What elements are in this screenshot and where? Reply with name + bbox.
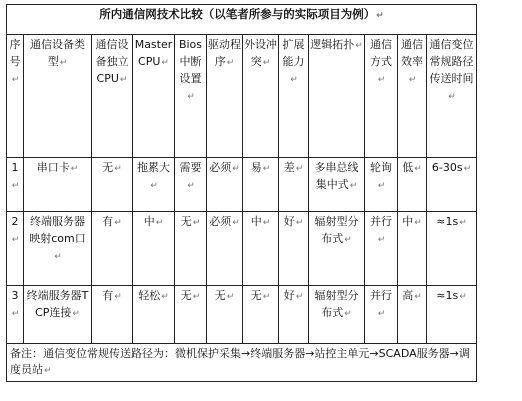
- paragraph-mark-icon: ↵: [377, 309, 386, 319]
- table-cell: ≈1s↵: [427, 212, 477, 286]
- table-cell: 无↵: [207, 286, 243, 344]
- table-cell: 辐射型分布式↵: [309, 286, 365, 344]
- header-cell: Bios中断设置↵: [175, 35, 207, 158]
- paragraph-mark-icon: ↵: [161, 292, 169, 302]
- paragraph-mark-icon: ↵: [72, 309, 80, 319]
- table-cell: 有↵: [92, 286, 133, 344]
- paragraph-mark-icon: ↵: [232, 164, 240, 174]
- paragraph-mark-icon: ↵: [448, 92, 456, 102]
- header-cell: 驱动程序↵: [207, 35, 243, 158]
- paragraph-mark-icon: ↵: [187, 181, 195, 191]
- header-row: [7, 35, 477, 158]
- paragraph-mark-icon: ↵: [262, 218, 271, 228]
- document-page: [6, 4, 477, 382]
- paragraph-mark-icon: ↵: [11, 75, 20, 85]
- paragraph-mark-icon: ↵: [11, 235, 20, 245]
- paragraph-mark-icon: ↵: [114, 292, 122, 302]
- paragraph-mark-icon: ↵: [11, 181, 20, 191]
- paragraph-mark-icon: ↵: [295, 164, 304, 174]
- paragraph-mark-icon: ↵: [376, 11, 384, 21]
- paragraph-mark-icon: ↵: [119, 75, 128, 85]
- paragraph-mark-icon: ↵: [232, 218, 240, 228]
- paragraph-mark-icon: ↵: [226, 292, 235, 302]
- paragraph-mark-icon: ↵: [414, 292, 422, 302]
- paragraph-mark-icon: ↵: [414, 218, 422, 228]
- header-cell: Master CPU↵: [133, 35, 175, 158]
- paragraph-mark-icon: ↵: [192, 218, 201, 228]
- table-cell: 需要↵: [175, 158, 207, 212]
- paragraph-mark-icon: ↵: [463, 164, 472, 174]
- paragraph-mark-icon: ↵: [70, 164, 79, 174]
- table-cell: 必须↵: [207, 212, 243, 286]
- table-cell: 轻松↵: [133, 286, 175, 344]
- paragraph-mark-icon: ↵: [344, 309, 352, 319]
- table-cell: 并行↵: [365, 212, 398, 286]
- comparison-table: [6, 4, 477, 382]
- paragraph-mark-icon: ↵: [54, 252, 62, 262]
- table-cell: 轮询↵: [365, 158, 398, 212]
- paragraph-mark-icon: ↵: [150, 181, 158, 191]
- table-title: [7, 5, 477, 35]
- paragraph-mark-icon: ↵: [161, 58, 169, 68]
- table-cell: 终端服务器映射com口↵: [24, 212, 92, 286]
- table-row: [7, 286, 477, 344]
- table-cell: ≈1s↵: [427, 286, 477, 344]
- table-cell: 3↵: [7, 286, 24, 344]
- paragraph-mark-icon: ↵: [187, 92, 195, 102]
- note-text: 备注：通信变位常规传送路径为：微机保护采集→终端服务器→站控主单元→SCADA服务器→调度员站: [10, 347, 470, 376]
- paragraph-mark-icon: ↵: [295, 292, 304, 302]
- header-cell: 外设冲突↵: [243, 35, 279, 158]
- header-cell: 通信方式↵: [365, 35, 398, 158]
- table-cell: 中↵: [398, 212, 427, 286]
- table-cell: 必须↵: [207, 158, 243, 212]
- table-cell: 拖累大↵: [133, 158, 175, 212]
- header-cell: 扩展能力↵: [279, 35, 309, 158]
- table-cell: 有↵: [92, 212, 133, 286]
- table-cell: 6-30s↵: [427, 158, 477, 212]
- table-cell: 差↵: [279, 158, 309, 212]
- table-cell: 终端服务器TCP连接↵: [24, 286, 92, 344]
- paragraph-mark-icon: ↵: [377, 235, 386, 245]
- header-cell: 通信变位常规路径传送时间↵: [427, 35, 477, 158]
- table-cell: 并行↵: [365, 286, 398, 344]
- paragraph-mark-icon: ↵: [262, 58, 271, 68]
- paragraph-mark-icon: ↵: [11, 309, 20, 319]
- paragraph-mark-icon: ↵: [377, 181, 386, 191]
- header-cell: 通信设备独立CPU↵: [92, 35, 133, 158]
- paragraph-mark-icon: ↵: [349, 181, 358, 191]
- title-row: [7, 5, 477, 35]
- table-title-text: 所内通信网技术比较（以笔者所参与的实际项目为例）: [99, 7, 376, 21]
- paragraph-mark-icon: ↵: [114, 218, 122, 228]
- table-cell: 2↵: [7, 212, 24, 286]
- table-cell: 串口卡↵: [24, 158, 92, 212]
- paragraph-mark-icon: ↵: [44, 366, 52, 376]
- table-cell: 无↵: [243, 286, 279, 344]
- paragraph-mark-icon: ↵: [155, 218, 164, 228]
- paragraph-mark-icon: ↵: [59, 58, 68, 68]
- header-cell: 逻辑拓扑↵: [309, 35, 365, 158]
- paragraph-mark-icon: ↵: [295, 218, 304, 228]
- paragraph-mark-icon: ↵: [262, 164, 271, 174]
- table-cell: 中↵: [243, 212, 279, 286]
- table-cell: 无↵: [175, 286, 207, 344]
- paragraph-mark-icon: ↵: [377, 75, 386, 85]
- table-row: [7, 212, 477, 286]
- table-note: [7, 344, 477, 382]
- table-cell: 无↵: [175, 212, 207, 286]
- paragraph-mark-icon: ↵: [408, 75, 417, 85]
- paragraph-mark-icon: ↵: [114, 164, 122, 174]
- paragraph-mark-icon: ↵: [355, 41, 363, 51]
- note-row: [7, 344, 477, 382]
- table-cell: 辐射型分布式↵: [309, 212, 365, 286]
- table-cell: 易↵: [243, 158, 279, 212]
- table-cell: 好↵: [279, 286, 309, 344]
- paragraph-mark-icon: ↵: [459, 292, 467, 302]
- table-cell: 高↵: [398, 286, 427, 344]
- paragraph-mark-icon: ↵: [459, 218, 467, 228]
- header-cell: 通信设备类型↵: [24, 35, 92, 158]
- paragraph-mark-icon: ↵: [414, 164, 422, 174]
- table-cell: 多串总线集中式↵: [309, 158, 365, 212]
- header-cell: 序号↵: [7, 35, 24, 158]
- paragraph-mark-icon: ↵: [344, 235, 352, 245]
- table-cell: 中↵: [133, 212, 175, 286]
- paragraph-mark-icon: ↵: [226, 58, 235, 68]
- paragraph-mark-icon: ↵: [192, 292, 201, 302]
- table-cell: 无↵: [92, 158, 133, 212]
- paragraph-mark-icon: ↵: [290, 75, 298, 85]
- table-cell: 1↵: [7, 158, 24, 212]
- paragraph-mark-icon: ↵: [262, 292, 271, 302]
- table-cell: 低↵: [398, 158, 427, 212]
- table-cell: 好↵: [279, 212, 309, 286]
- header-cell: 通信效率↵: [398, 35, 427, 158]
- table-row: [7, 158, 477, 212]
